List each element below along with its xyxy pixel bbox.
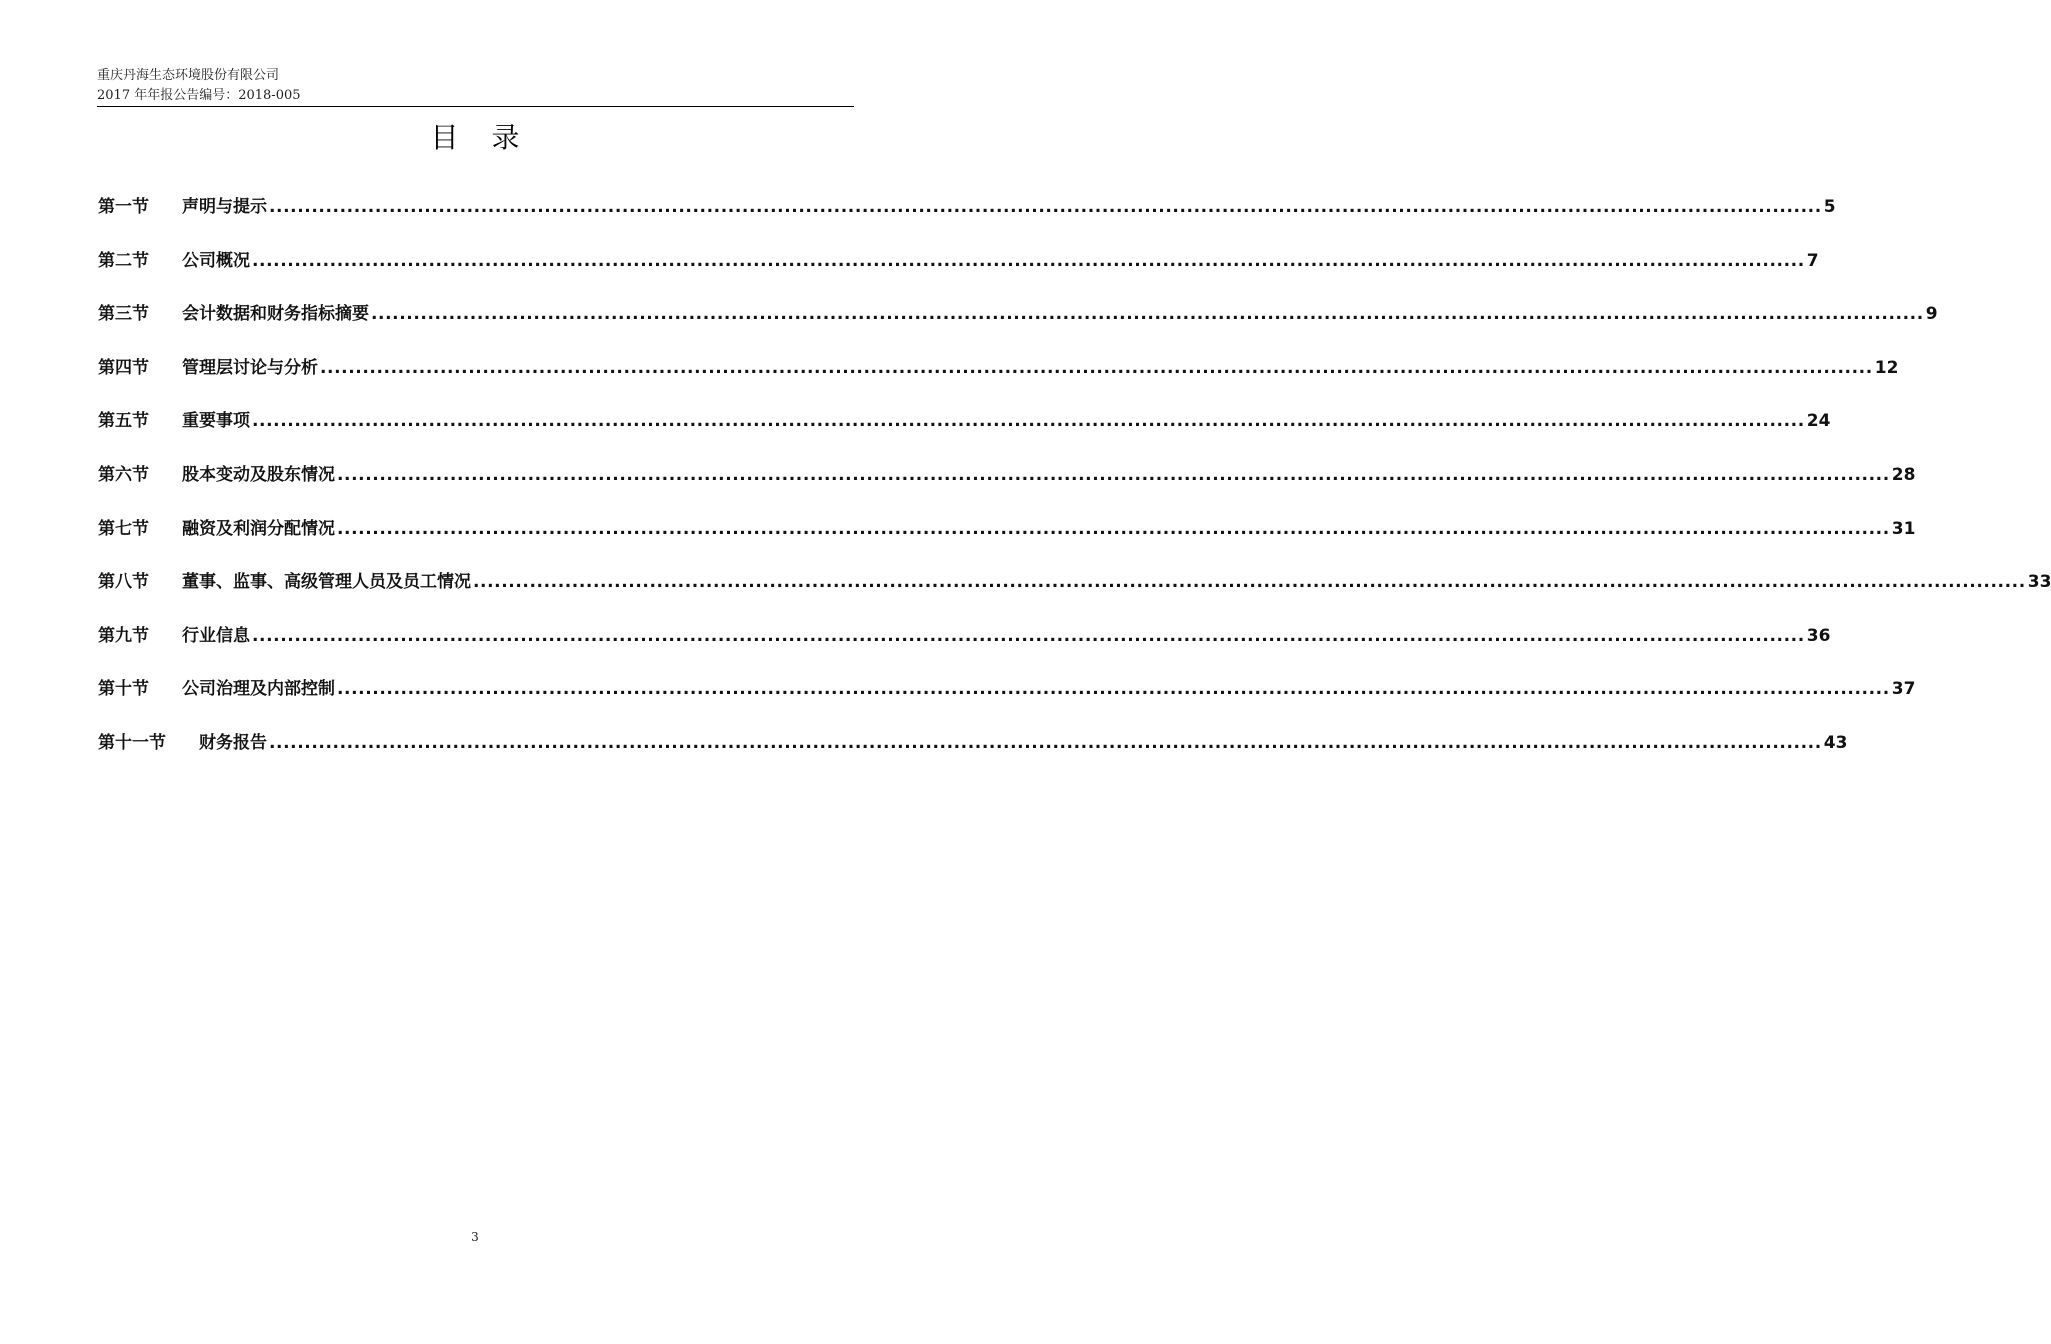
toc-dot-leader: ............................................................................................................................................................................................................................	[337, 679, 1890, 700]
toc-dot-leader: ............................................................................................................................................................................................................................	[337, 464, 1890, 485]
toc-dot-leader: ............................................................................................................................................................................................................................	[337, 518, 1890, 539]
company-name: 重庆丹海生态环境股份有限公司	[97, 68, 280, 83]
toc-section-title: 股本变动及股东情况	[182, 464, 335, 485]
toc-entry[interactable]	[98, 191, 1836, 245]
toc-section-number: 第八节	[98, 572, 149, 593]
toc-section-number: 第二节	[98, 250, 149, 271]
page-header	[97, 66, 854, 106]
toc-dot-leader: ............................................................................................................................................................................................................................	[320, 357, 1873, 378]
toc-section-title: 重要事项	[182, 411, 250, 432]
toc-entry[interactable]	[98, 245, 1819, 299]
toc-entry[interactable]	[98, 513, 1916, 567]
toc-section-number: 第十节	[98, 679, 149, 700]
toc-section-title: 融资及利润分配情况	[182, 518, 335, 539]
toc-section-number: 第七节	[98, 518, 149, 539]
toc-entry[interactable]	[98, 405, 1831, 459]
page-number: 3	[471, 1230, 479, 1244]
toc-section-title: 董事、监事、高级管理人员及员工情况	[182, 572, 471, 593]
toc-page-number: 43	[1823, 732, 1848, 753]
toc-section-title: 公司治理及内部控制	[182, 679, 335, 700]
toc-page-number: 36	[1806, 625, 1831, 646]
toc-section-title: 公司概况	[182, 250, 250, 271]
toc-entry[interactable]	[98, 673, 1916, 727]
report-number-line: 2017 年年报公告编号：2018-005	[97, 88, 301, 103]
toc-page-number: 24	[1806, 411, 1831, 432]
toc-entry[interactable]	[98, 352, 1899, 406]
toc-page-number: 5	[1823, 197, 1836, 217]
toc-entry[interactable]	[98, 620, 1831, 674]
toc-page-number: 31	[1891, 518, 1916, 539]
toc-dot-leader: ............................................................................................................................................................................................................................	[473, 572, 2026, 593]
toc-section-title: 行业信息	[182, 625, 250, 646]
toc-dot-leader: ............................................................................................................................................................................................................................	[269, 732, 1822, 753]
toc-section-number: 第四节	[98, 357, 149, 378]
toc-section-number: 第一节	[98, 197, 149, 217]
table-of-contents	[98, 191, 2051, 781]
toc-dot-leader: ............................................................................................................................................................................................................................	[269, 197, 1822, 217]
toc-section-title: 声明与提示	[182, 197, 267, 217]
page-title: 目 录	[430, 121, 532, 154]
toc-page-number: 7	[1806, 250, 1819, 271]
toc-section-title: 会计数据和财务指标摘要	[182, 304, 369, 325]
toc-page-number: 12	[1874, 357, 1899, 378]
toc-dot-leader: ............................................................................................................................................................................................................................	[252, 250, 1805, 271]
toc-section-number: 第六节	[98, 464, 149, 485]
toc-dot-leader: ............................................................................................................................................................................................................................	[252, 625, 1805, 646]
toc-entry[interactable]	[98, 566, 2051, 620]
toc-section-title: 管理层讨论与分析	[182, 357, 318, 378]
toc-section-number: 第五节	[98, 411, 149, 432]
toc-page-number: 9	[1925, 304, 1938, 325]
toc-entry[interactable]	[98, 727, 1848, 781]
toc-page-number: 28	[1891, 464, 1916, 485]
toc-entry[interactable]	[98, 298, 1938, 352]
toc-section-number: 第三节	[98, 304, 149, 325]
toc-entry[interactable]	[98, 459, 1916, 513]
toc-dot-leader: ............................................................................................................................................................................................................................	[252, 411, 1805, 432]
toc-dot-leader: ............................................................................................................................................................................................................................	[371, 304, 1924, 325]
toc-section-title: 财务报告	[199, 732, 267, 753]
toc-section-number: 第十一节	[98, 732, 166, 753]
toc-section-number: 第九节	[98, 625, 149, 646]
toc-page-number: 37	[1891, 679, 1916, 700]
toc-page-number: 33	[2027, 572, 2051, 593]
header-divider	[97, 106, 854, 107]
